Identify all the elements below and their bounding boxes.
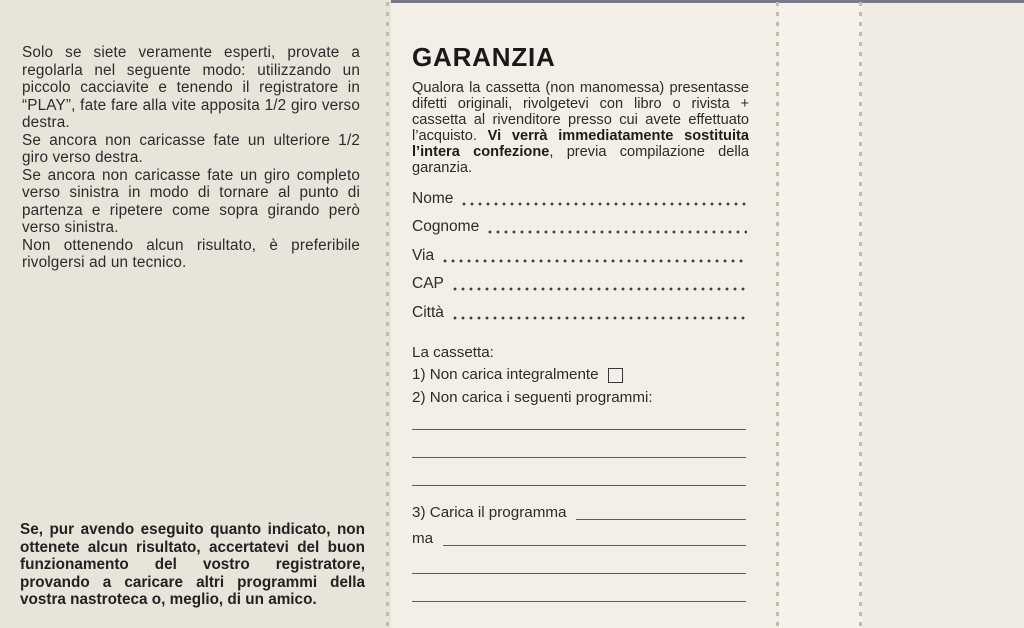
field-label-nome: Nome [412, 190, 454, 207]
instruction-paragraph-2: Se ancora non caricasse fate un ulteriore 1/2 giro verso destra. [22, 131, 360, 166]
field-label-cap: CAP [412, 275, 444, 293]
warranty-intro-tail: , previa compilazione della garanzia. [412, 144, 750, 176]
cassette-item-3-label: 3) Carica il programma [412, 504, 567, 521]
garanzia-title: GARANZIA [412, 42, 556, 72]
field-row-citta [412, 304, 747, 322]
write-in-line [576, 519, 746, 520]
write-in-line [412, 457, 746, 458]
write-in-line [443, 545, 746, 546]
dotted-leader [462, 202, 747, 206]
cassette-item-3 [412, 504, 746, 522]
write-in-line [412, 573, 746, 574]
field-row-cognome [412, 218, 747, 236]
perforation-line-left [386, 2, 389, 628]
dotted-leader [443, 259, 747, 263]
write-in-line [412, 485, 746, 486]
top-edge-line [391, 0, 1024, 3]
dotted-leader [453, 316, 747, 320]
cassette-item-3-ma-label: ma [412, 530, 434, 547]
instruction-paragraph-1: Solo se siete veramente esperti, provate a regolarla nel seguente modo: utilizzando un piccolo cacciavite e tenendo il registratore in “PLAY”, fate fare alla vite apposita 1/2 giro verso destra. [22, 44, 360, 131]
paper-strip-middle [779, 0, 862, 628]
cassette-item-3-continuation [412, 530, 746, 548]
write-in-line [412, 601, 746, 602]
warranty-intro-text: Qualora la cassetta (non manomessa) presentasse difetti originali, rivolgetevi con libro o rivista + cassetta al rivenditore presso cui avete effettuato l’acquisto. [412, 80, 749, 144]
left-instructions [22, 44, 360, 272]
field-row-cap [412, 275, 747, 293]
cassette-section [412, 344, 747, 412]
cassette-item-1-label: 1) Non carica integralmente [412, 366, 599, 383]
field-label-via: Via [412, 246, 435, 264]
field-row-via [412, 247, 747, 265]
cassette-heading: La cassetta: [412, 344, 494, 361]
perforation-line-middle [776, 2, 779, 628]
perforation-line-right [859, 2, 862, 628]
field-label-citta: Città [412, 303, 444, 321]
cassette-item-1 [412, 366, 747, 384]
field-label-cognome: Cognome [412, 218, 480, 236]
bold-advice-note: Se, pur avendo eseguito quanto indicato, non ottenete alcun risultato, accertatevi del buon funzionamento del vostro registratore, provando a caricare altri programmi della vostra nastroteca o, meglio, di un amico. [20, 521, 365, 609]
instruction-paragraph-4: Non ottenendo alcun risultato, è preferibile rivolgersi ad un tecnico. [22, 236, 360, 271]
instruction-paragraph-3: Se ancora non caricasse fate un giro completo verso sinistra in modo di tornare al punto di partenza e ripetere come sopra girando però verso sinistra. [22, 166, 360, 236]
dotted-leader [488, 230, 747, 234]
warranty-intro [412, 80, 749, 176]
write-in-line [412, 429, 746, 430]
field-row-nome [412, 190, 747, 208]
cassette-item-2-label: 2) Non carica i seguenti programmi: [412, 389, 653, 406]
warranty-form-fields [412, 190, 747, 332]
non-carica-checkbox [608, 368, 623, 383]
cassette-item-2 [412, 389, 747, 407]
dotted-leader [453, 287, 747, 291]
paper-strip-right [862, 0, 1024, 628]
warranty-intro-bold: Vi verrà immediatamente sostituita l’intera confezione [412, 128, 749, 160]
